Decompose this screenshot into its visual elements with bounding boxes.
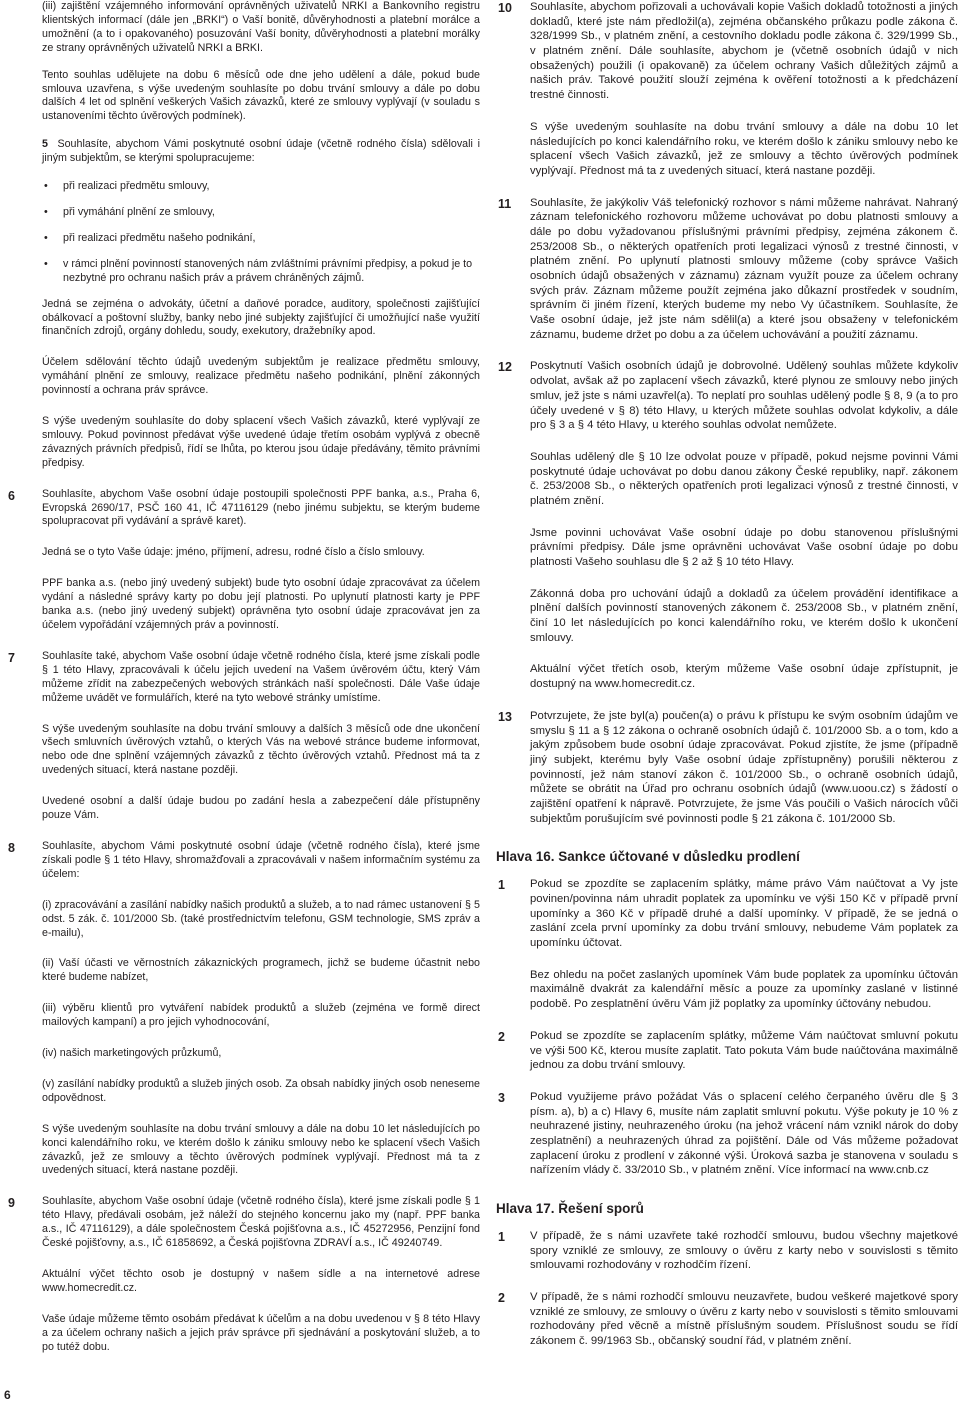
section-6 bbox=[0, 488, 480, 633]
hlava-16-section-3-number: 3 bbox=[498, 1090, 505, 1105]
section-9-p1: Souhlasíte, abychom Vaše osobní údaje (včetně rodného čísla), které jsme získali podle § 1 této Hlavy, předávali osobám, jež náleží do stejného koncernu jako my (např. PPF banka a.s., IČ 47116129), a dále společnostem Česká pojišťovna a.s., IČ 45272956, Penzijní fond České pojišťovny, a.s., IČ 61858692, a Česká pojišťovna ZDRAVÍ a.s., IČ 49240749. bbox=[42, 1195, 480, 1250]
section-10-number: 10 bbox=[498, 1, 512, 15]
section-7-p2: S výše uvedeným souhlasíte na dobu trvání smlouvy a dalších 3 měsíců ode dne ukončení všech smluvních úvěrových vztahů, o kterých Vás na webové stránce budeme informovat, nebo ode dne splnění vzájemných závazků z těchto úvěrových vztahů. Přednost má ta z uvedených situací, která nastane později. bbox=[42, 722, 480, 777]
section-11-number: 11 bbox=[498, 196, 512, 211]
left-intro bbox=[0, 0, 480, 124]
section-10 bbox=[496, 0, 958, 179]
section-5-text bbox=[42, 138, 480, 166]
hlava-17-section-1 bbox=[496, 1229, 958, 1273]
hlava-17-section-1-number: 1 bbox=[498, 1230, 505, 1244]
hlava-16-section-2-number: 2 bbox=[498, 1029, 505, 1044]
section-5 bbox=[0, 138, 480, 470]
bullet-item: • při vymáhání plnění ze smlouvy, bbox=[42, 206, 480, 220]
section-11-p1: Souhlasíte, že jakýkoliv Váš telefonický rozhovor s námi můžeme nahrávat. Nahraný záznam telefonického rozhovoru můžeme uchovávat po dobu platnosti smlouvy a dále po dobu vyžadovanou příslušnými právními předpisy, zejména zákonem č. 253/2008 Sb., o některých opatřeních proti legalizaci výnosů z trestné činnosti, v platném znění. Po uplynutí platnosti smlouvy můžeme (coby správce Vašich osobních údajů obsažených v záznamu) záznam využít pouze za účelem ochrany svých práv. Záznam můžeme použít zejména jako důkazní prostředek v soudním, správním či jiném řízení, kterých budeme my nebo Vy účastníkem. Souhlasíte, že Vaše osobní údaje, jež jste nám sdělil(a) a které jsou obsaženy v telefonickém záznamu, budeme držet po dobu a za účelem uchovávání a použití záznamu. bbox=[530, 196, 958, 341]
section-12-p3: Jsme povinni uchovávat Vaše osobní údaje po dobu stanovenou příslušnými právními předpisy. Dále jsme oprávněni uchovávat Vaše osobní údaje po dobu platnosti Vašeho souhlasu dle § 2 až § 10 této Hlavy. bbox=[530, 526, 958, 568]
section-8 bbox=[0, 840, 480, 1178]
hlava-16-section-1 bbox=[496, 877, 958, 1012]
hlava-17-section-2-number: 2 bbox=[498, 1291, 505, 1306]
section-5-p3: S výše uvedeným souhlasíte do doby splacení všech Vašich závazků, které vyplývají ze smlouvy. Pokud povinnost předávat výše uvedené údaje třetím osobám vyplývá z obecně závazných právních předpisů, řídí se lhůta, po kterou jsou údaje předávány, těmito právními předpisy. bbox=[42, 415, 480, 469]
bullet-item: • při realizaci předmětu smlouvy, bbox=[42, 180, 480, 194]
section-9-number: 9 bbox=[8, 1196, 15, 1211]
section-12-p5: Aktuální výčet třetích osob, kterým můžeme Vaše osobní údaje zpřístupnit, je dostupný na www.homecredit.cz. bbox=[530, 663, 958, 691]
section-12-p1: Poskytnutí Vašich osobních údajů je dobrovolné. Udělený souhlas můžete kdykoliv odvolat, avšak až po zaplacení všech závazků, které plynou ze smlouvy nebo jiných smluv, jež jste s námi uzavřel(a). To neplatí pro souhlas udělený podle § 8, 9 (a to pro účely uvedené v § 8) této Hlavy, u kterých můžete souhlas odvolat kdykoliv, a dále pro § 3 a § 4 této Hlavy, u kterého souhlas odvolat nemůžete. bbox=[530, 360, 958, 432]
hlava-16-section-1-p1: Pokud se zpozdíte se zaplacením splátky, máme právo Vám naúčtovat a Vy jste povinen/povinna nám uhradit poplatek za upomínku ve výši 150 Kč v případě první upomínky a 360 Kč v případě druhé a další upomínky. V případě, že se jedná o zaslání zcela první upomínky za dobu trvání smlouvy, nebudeme Vám poplatek za upomínku účtovat. bbox=[530, 878, 958, 950]
section-7-number: 7 bbox=[8, 650, 15, 665]
hlava-17-section-1-p1: V případě, že s námi uzavřete také rozhodčí smlouvu, budou všechny majetkové spory vzniklé ze smlouvy, ze smlouvy o úvěru z karty nebo v souvislosti s těmito smlouvami rozhodovány v rozhodčím řízení. bbox=[530, 1230, 958, 1272]
heading-hlava-17: Hlava 17. Řešení sporů bbox=[496, 1201, 644, 1216]
section-9 bbox=[0, 1195, 480, 1354]
section-7 bbox=[0, 650, 480, 823]
hlava-16-section-1-number: 1 bbox=[498, 878, 505, 893]
section-13-p1: Potvrzujete, že jste byl(a) poučen(a) o právu k přístupu ke svým osobním údajům ve smyslu § 11 a § 12 zákona o ochraně osobních údajů č. 101/2000 Sb. a o tom, kdo a jakým způsobem bude osobní údaje zpracovávat. Pokud zjistíte, že jsme (případně jiný subjekt, kterému byly Vaše osobní údaje zpřístupněny) porušili některou z povinností, jež nám stanoví zákon č. 101/2000 Sb., o ochraně osobních údajů, můžete se obrátit na Úřad pro ochranu osobních údajů (www.uoou.cz) s žádostí o zajištění opatření k nápravě. Potvrzujete, že jsme Vás poučili o Vašich nárocích vůči subjektům porušujícím své povinnosti podle § 21 zákona č. 101/2000 Sb. bbox=[530, 709, 958, 825]
section-6-p2: Jedná se o tyto Vaše údaje: jméno, příjmení, adresu, rodné číslo a číslo smlouvy. bbox=[42, 546, 425, 559]
section-6-p3: PPF banka a.s. (nebo jiný uvedený subjekt) bude tyto osobní údaje zpracovávat za účelem vydání a následné správy karty po dobu její platnosti. Po uplynutí platnosti karty je PPF banka a.s. (nebo jiný uvedený subjekt) oprávněna tyto osobní údaje zpracovávat jen za účelem vypořádání vzájemných práv a povinností. bbox=[42, 577, 480, 631]
section-13-number: 13 bbox=[498, 709, 512, 724]
left-column bbox=[0, 0, 480, 1372]
section-5-p1: Jedná se zejména o advokáty, účetní a daňové poradce, auditory, společnosti zajišťující obálkovací a poštovní služby, banky nebo jiné subjekty zajišťující či umožňující naše využití finančních zdrojů, orgány dohledu, soudy, exekutory, dražebníky apod. bbox=[42, 297, 480, 338]
section-6-number: 6 bbox=[8, 488, 15, 503]
section-10-p1: Souhlasíte, abychom pořizovali a uchovávali kopie Vašich dokladů totožnosti a jiných dokladů, které jste nám předložil(a), zejména občanského průkazu podle zákona č. 328/1999 Sb., v platném znění, a cestovního dokladu podle zákona č. 329/1999 Sb., v platném znění. Dále souhlasíte, abychom je (včetně osobních údajů v nich obsažených) použili (i opakovaně) za účelem ochrany Vašich důležitých zájmů a našich práv. Takové použití slouží zejména k ověření totožnosti a k předcházení trestné činnosti. bbox=[530, 1, 958, 102]
section-6-p1: Souhlasíte, abychom Vaše osobní údaje postoupili společnosti PPF banka, a.s., Praha 6, Evropská 2690/17, PSČ 160 41, IČ 47116129 (nebo jinému subjektu, se kterým budeme spolupracovat při vydávání a správě karet). bbox=[42, 487, 480, 528]
right-column bbox=[496, 0, 958, 1366]
section-13 bbox=[496, 709, 958, 827]
intro-iii: (iii) zajištění vzájemného informování oprávněných uživatelů NRKI a Bankovního registru klientských informací (dále jen „BRKI“) o Vaší bonitě, důvěryhodnosti a platební morálce a umožnění (a to i opakovaného) posuzování Vaší bonity, důvěryhodnosti a platební morálky ze strany oprávněných uživatelů NRKI a BRKI. bbox=[42, 0, 480, 54]
section-8-p1: Souhlasíte, abychom Vámi poskytnuté osobní údaje (včetně rodného čísla), které jsme získali podle § 1 této Hlavy, shromažďovali a zpracovávali v našem informačním systému za účelem: bbox=[42, 839, 480, 880]
section-5-p2: Účelem sdělování těchto údajů uvedeným subjektům je realizace předmětu smlouvy, vymáhání plnění ze smlouvy, realizace předmětu našeho podnikání, plnění zákonných povinností a ochrana práv správce. bbox=[42, 356, 480, 397]
section-7-p3: Uvedené osobní a další údaje budou po zadání hesla a zabezpečení dále přístupněny pouze Vám. bbox=[42, 795, 480, 822]
hlava-17-section-2 bbox=[496, 1290, 958, 1349]
hlava-16-section-2 bbox=[496, 1029, 958, 1073]
hlava-17-section-2-p1: V případě, že s námi rozhodčí smlouvu neuzavřete, budou veškeré majetkové spory vzniklé ze smlouvy, ze smlouvy o úvěru z karty nebo v souvislosti s těmito smlouvami rozhodovány před věcně a místně příslušným soudem. Příslušnost soudu se řídí zákonem č. 99/1963 Sb., občanský soudní řád, v platném znění. bbox=[530, 1291, 958, 1348]
section-12-p4: Zákonná doba pro uchování údajů a dokladů za účelem provádění identifikace a plnění dalších povinností stanovených zákonem č. 253/2008 Sb., v platném znění, činí 10 let následujících po konci kalendářního roku, ve kterém došlo k ukončení smlouvy. bbox=[530, 587, 958, 644]
hlava-16-section-3-p1: Pokud využijeme právo požádat Vás o splacení celého čerpaného úvěru dle § 3 písm. a), b) a c) Hlavy 6, musíte nám zaplatit smluvní pokutu. Výše pokuty je 10 % z neuhrazené jistiny, neuhrazeného úroku (na jehož vrácení nám vznikl nárok do doby zesplatnění) a neuhrazených úhrad za pojištění. Dále od Vás můžeme požadovat zaplacení úroku z prodlení v zákonné výši. Úroková sazba je stanovena v souladu s nařízením vlády č. 33/2010 Sb., v platném znění. Více informací na www.cnb.cz bbox=[530, 1090, 958, 1177]
bullet-item: • v rámci plnění povinností stanovených nám zvláštními právními předpisy, a pokud je to nezbytné pro ochranu našich práv a právem chráněných zájmů. bbox=[42, 258, 480, 286]
section-7-p1: Souhlasíte také, abychom Vaše osobní údaje včetně rodného čísla, které jsme získali podle § 1 této Hlavy, zpracovávali k účelu jejich uvedení na Vašem úvěrovém účtu, který Vám můžeme zřídit na zabezpečených webových stránkách naší společnosti. Dále Vaše údaje můžeme uvádět ve formulářích, které na tyto webové stránky umístíme. bbox=[42, 649, 480, 704]
section-11 bbox=[496, 196, 958, 343]
section-8-item-ii: (ii) Vaší účasti ve věrnostních zákaznických programech, jichž se budeme účastnit nebo které budeme nabízet, bbox=[42, 957, 480, 984]
section-8-number: 8 bbox=[8, 840, 15, 855]
bullet-item: • při realizaci předmětu našeho podnikání, bbox=[42, 232, 480, 246]
section-10-p2: S výše uvedeným souhlasíte na dobu trvání smlouvy a dále na dobu 10 let následujících po konci kalendářního roku, ve kterém došlo k zániku smlouvy nebo ke splacení všech Vašich závazků, jež ze smlouvy a těchto úvěrových podmínek vyplývají. Přednost má ta z uvedených situací, která nastane později. bbox=[530, 120, 958, 177]
heading-hlava-16: Hlava 16. Sankce účtované v důsledku prodlení bbox=[496, 849, 800, 865]
section-8-item-iv: (iv) našich marketingových průzkumů, bbox=[42, 1047, 222, 1060]
section-12 bbox=[496, 359, 958, 691]
hlava-16-section-3 bbox=[496, 1090, 958, 1178]
section-8-p2: S výše uvedeným souhlasíte na dobu trvání smlouvy a dále na dobu 10 let následujících po konci kalendářního roku, ve kterém došlo k zániku smlouvy nebo ke splacení všech Vašich závazků, jež ze smlouvy a těchto úvěrových podmínek vyplývají. Přednost má ta z uvedených situací, která nastane později. bbox=[42, 1122, 480, 1177]
section-5-number: 5 bbox=[42, 138, 48, 151]
consent-duration: Tento souhlas udělujete na dobu 6 měsíců ode dne jeho udělení a dále, pokud bude smlouva uzavřena, s výše uvedeným souhlasíte po dobu trvání smlouvy a dále po dobu dalších 4 let od splnění veškerých Vašich závazků, které ze smlouvy vyplývají (v souladu s ustanoveními těchto úvěrových podmínek). bbox=[42, 68, 480, 123]
section-8-item-iii: (iii) výběru klientů pro vytváření nabídek produktů a služeb (zejména ve formě direct mailových kampaní) a pro jejich vyhodnocování, bbox=[42, 1002, 480, 1029]
section-5-body: Souhlasíte, abychom Vámi poskytnuté osobní údaje (včetně rodného čísla) sdělovali i jiným subjektům, se kterými spolupracujeme: bbox=[42, 138, 480, 165]
section-9-p2: Aktuální výčet těchto osob je dostupný v našem sídle a na internetové adrese www.homecredit.cz. bbox=[42, 1268, 480, 1294]
section-8-item-v: (v) zasílání nabídky produktů a služeb jiných osob. Za obsah nabídky jiných osob neneseme odpovědnost. bbox=[42, 1077, 480, 1104]
hlava-16-section-1-p2: Bez ohledu na počet zaslaných upomínek Vám bude poplatek za upomínku účtován maximálně dvakrát za kalendářní měsíc a pouze za upomínky zaslané v listinné podobě. Po zesplatnění úvěru Vám již poplatky za upomínky účtovány nebudou. bbox=[530, 968, 958, 1011]
section-9-p3: Vaše údaje můžeme těmto osobám předávat k účelům a na dobu uvedenou v § 8 této Hlavy a za účelem ochrany našich a jejich práv správce při sjednávání a poskytování služeb, a to po tutéž dobu. bbox=[42, 1312, 480, 1353]
section-5-bullets bbox=[42, 180, 480, 286]
section-8-item-i: (i) zpracovávání a zasílání nabídky našich produktů a služeb, a to nad rámec ustanovení § 5 odst. 5 zák. č. 101/2000 Sb. (také prostřednictvím telefonu, GSM technologie, SMS zpráv a e-mailu), bbox=[42, 898, 480, 939]
section-12-number: 12 bbox=[498, 360, 512, 375]
section-12-p2: Souhlas udělený dle § 10 lze odvolat pouze v případě, pokud nejsme povinni Vámi poskytnuté údaje uchovávat po dobu danou zákony České republiky, např. zákonem č. 253/2008 Sb., o některých opatřeních proti legalizaci výnosů z trestné činnosti, v platném znění. bbox=[530, 450, 958, 507]
page-number: 6 bbox=[4, 1388, 11, 1402]
hlava-16-section-2-p1: Pokud se zpozdíte se zaplacením splátky, můžeme Vám naúčtovat smluvní pokutu ve výši 500 Kč, kterou musíte zaplatit. Tato pokuta Vám bude naúčtována maximálně jednou za dobu trvání smlouvy. bbox=[530, 1029, 958, 1072]
